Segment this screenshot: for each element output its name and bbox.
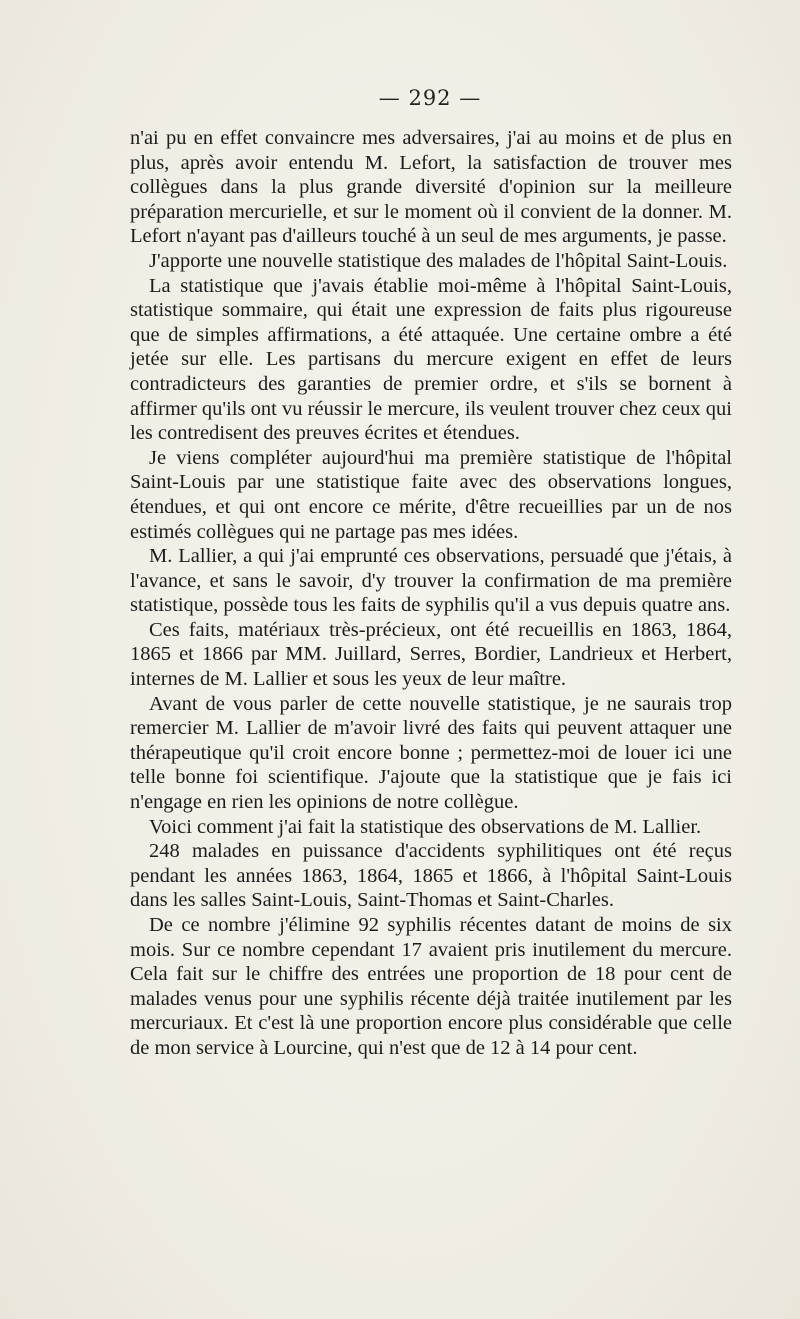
paragraph-2: J'apporte une nouvelle statistique des malades de l'hôpital Saint-Louis. bbox=[149, 249, 728, 272]
paragraph-9: 248 malades en puissance d'accidents syphilitiques ont été reçus pendant les années 1863, 1864, 1865 et 1866, à l'hôpital Saint-Louis dans les salles Saint-Louis, Saint-Thomas et Saint-Charles. bbox=[130, 840, 732, 912]
paragraph-10: De ce nombre j'élimine 92 syphilis récentes datant de moins de six mois. Sur ce nombre cependant 17 avaient pris inutilement du mercure. Cela fait sur le chiffre des entrées une proportion de 18 pour cent de malades venus pour une syphilis récente déjà traitée inutilement par les mercuriaux. Et c'est là une proportion encore plus considérable que celle de mon service à Lourcine, qui n'est que de 12 à 14 pour cent. bbox=[130, 914, 732, 1059]
paragraph-5: M. Lallier, a qui j'ai emprunté ces observations, persuadé que j'étais, à l'avance, et sans le savoir, d'y trouver la confirmation de ma première statistique, possède tous les faits de syphilis qu'il a vus depuis quatre ans. bbox=[130, 545, 732, 617]
paragraph-4: Je viens compléter aujourd'hui ma première statistique de l'hôpital Saint-Louis par une statistique faite avec des observations longues, étendues, et qui ont encore ce mérite, d'être recueillies par un de nos estimés collègues qui ne partage pas mes idées. bbox=[130, 446, 732, 543]
page-number: — 292 — bbox=[378, 86, 482, 110]
paragraph-7: Avant de vous parler de cette nouvelle statistique, je ne saurais trop remercier M. Lallier de m'avoir livré des faits qui peuvent attaquer une thérapeutique qu'il croit encore bonne ; permettez-moi de louer ici une telle bonne foi scientifique. J'ajoute que la statistique que je fais ici n'engage en rien les opinions de notre collègue. bbox=[130, 692, 732, 814]
paragraph-3: La statistique que j'avais établie moi-même à l'hôpital Saint-Louis, statistique sommaire, qui était une expression de faits plus rigoureuse que de simples affirmations, a été attaquée. Une certaine ombre a été jetée sur elle. Les partisans du mercure exigent en effet de leurs contradicteurs des garanties de premier ordre, et s'ils se bornent à affirmer qu'ils ont vu réussir le mercure, ils veulent trouver chez ceux qui les contredisent des preuves écrites et étendues. bbox=[130, 274, 732, 445]
body-text bbox=[130, 126, 732, 1061]
paragraph-1: n'ai pu en effet convaincre mes adversaires, j'ai au moins et de plus en plus, après avoir entendu M. Lefort, la satisfaction de trouver mes collègues dans la plus grande diversité d'opinion sur la meilleure préparation mercurielle, et sur le moment où il convient de la donner. M. Lefort n'ayant pas d'ailleurs touché à un seul de mes arguments, je passe. bbox=[130, 127, 732, 248]
paragraph-8: Voici comment j'ai fait la statistique des observations de M. Lallier. bbox=[149, 815, 702, 838]
paragraph-6: Ces faits, matériaux très-précieux, ont été recueillis en 1863, 1864, 1865 et 1866 par MM. Juillard, Serres, Bordier, Landrieux et Herbert, internes de M. Lallier et sous les yeux de leur maître. bbox=[130, 618, 732, 691]
